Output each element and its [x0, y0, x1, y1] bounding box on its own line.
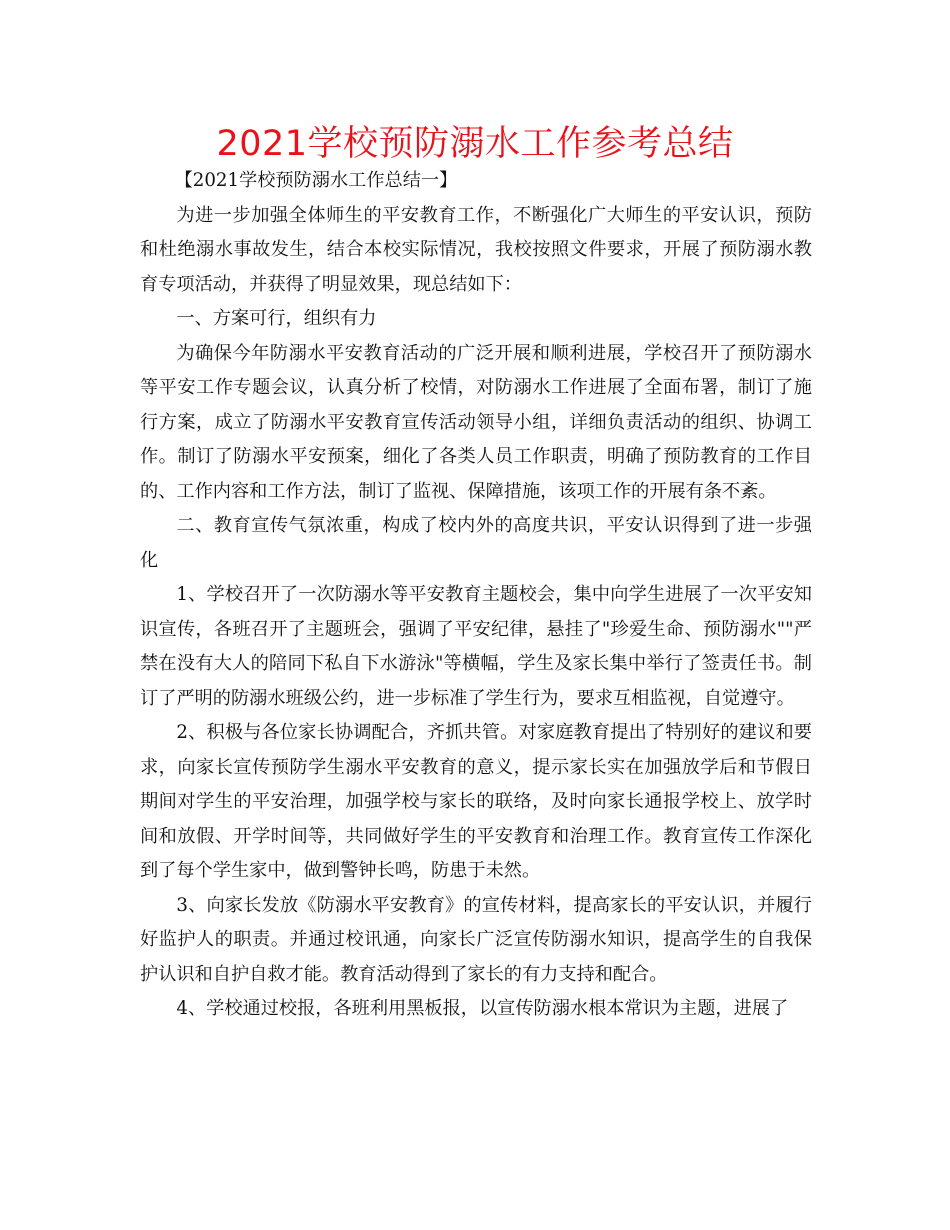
- paragraph-item-3: 3、向家长发放《防溺水平安教育》的宣传材料，提高家长的平安认识，并履行好监护人的职责。并通过校讯通，向家长广泛宣传防溺水知识，提高学生的自我保护认识和自护自救才能。教育活动得到了家长的有力支持和配合。: [140, 894, 812, 985]
- paragraph-plan: 为确保今年防溺水平安教育活动的广泛开展和顺利进展，学校召开了预防溺水等平安工作专题会议，认真分析了校情，对防溺水工作进展了全面布署，制订了施行方案，成立了防溺水平安教育宣传活动领导小组，详细负责活动的组织、协调工作。制订了防溺水平安预案，细化了各类人员工作职责，明确了预防教育的工作目的、工作内容和工作方法，制订了监视、保障措施，该项工作的开展有条不紊。: [140, 342, 812, 502]
- section-heading-summary-one: 【2021学校预防溺水工作总结一】: [174, 170, 458, 191]
- document-body: [140, 164, 812, 1027]
- document-title: 2021学校预防溺水工作参考总结: [216, 124, 734, 164]
- section-heading-publicity: 二、教育宣传气氛浓重，构成了校内外的高度共识，平安认识得到了进一步强化: [140, 515, 812, 571]
- paragraph-item-4: 4、学校通过校报，各班利用黑板报，以宣传防溺水根本常识为主题，进展了: [176, 998, 789, 1019]
- section-heading-plan: 一、方案可行，组织有力: [176, 308, 377, 329]
- paragraph-item-2: 2、积极与各位家长协调配合，齐抓共管。对家庭教育提出了特别好的建议和要求，向家长宣传预防学生溺水平安教育的意义，提示家长实在加强放学后和节假日期间对学生的平安治理，加强学校与家长的联络，及时向家长通报学校上、放学时间和放假、开学时间等，共同做好学生的平安教育和治理工作。教育宣传工作深化到了每个学生家中，做到警钟长鸣，防患于未然。: [140, 722, 812, 881]
- paragraph-item-1: 1、学校召开了一次防溺水等平安教育主题校会，集中向学生进展了一次平安知识宣传，各班召开了主题班会，强调了平安纪律，悬挂了"珍爱生命、预防溺水""严禁在没有大人的陪同下私自下水游泳"等横幅，学生及家长集中举行了签责任书。制订了严明的防溺水班级公约，进一步标准了学生行为，要求互相监视，自觉遵守。: [140, 584, 812, 709]
- paragraph-intro: 为进一步加强全体师生的平安教育工作，不断强化广大师生的平安认识，预防和杜绝溺水事故发生，结合本校实际情况，我校按照文件要求，开展了预防溺水教育专项活动，并获得了明显效果，现总结如下：: [140, 204, 812, 295]
